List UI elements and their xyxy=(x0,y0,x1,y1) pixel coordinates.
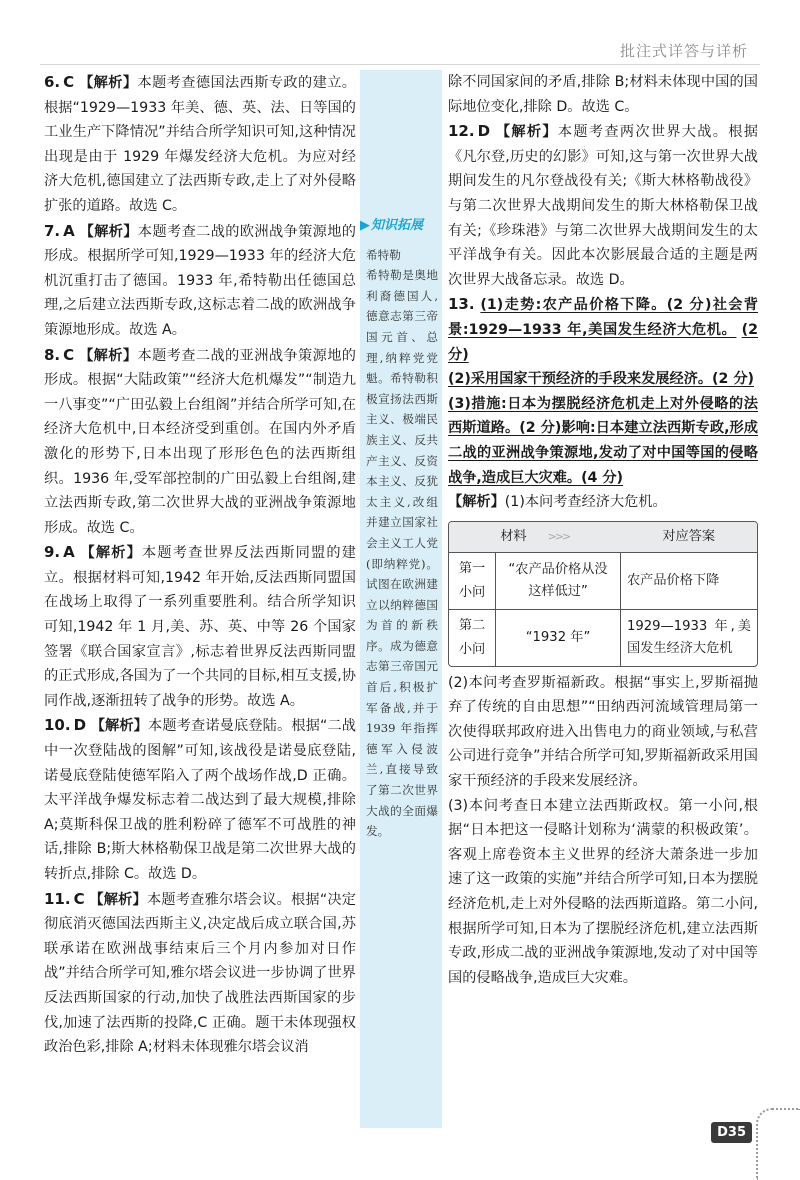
head-material-text: 材料 xyxy=(500,528,527,544)
answer-part-2: (2)采用国家干预经济的手段来发展经济。 xyxy=(448,371,713,388)
answer-item-6 xyxy=(44,70,356,219)
analysis-part-2: (2)本问考查罗斯福新政。根据“事实上,罗斯福抛弃了传统的自由思想”“田纳西河流域管理局第一次使得联邦政府进入出售电力的商业领域,与私营公司进行竞争”并结合所学可知,罗斯福新政采用国家干预经济的手段来发展经济。 xyxy=(448,674,758,790)
table-head-material xyxy=(449,522,621,553)
analysis-tag: 【解析】 xyxy=(90,718,149,735)
answer-item-10 xyxy=(44,713,356,886)
item-number: 12. xyxy=(448,122,475,141)
page-number-badge: D35 xyxy=(711,1122,752,1143)
answer-item-11 xyxy=(44,887,356,1060)
table-row xyxy=(449,609,757,666)
item-answer: D xyxy=(477,122,491,141)
item-answer: C xyxy=(63,345,75,364)
item-number: 7. xyxy=(44,221,61,240)
analysis-part-3: (3)本问考查日本建立法西斯政权。第一小问,根据“日本把这一侵略计划称为‘满蒙的积极政策’。客观上席卷资本主义世界的经济大萧条进一步加速了这一政策的实施”并结合所学可知,日本为摆脱经济危机,走上对外侵略的法西斯道路。第二小问,根据所学可知,日本为了摆脱经济危机,建立法西斯专政,形成二战的亚洲战争策源地,发动了对中国等国的侵略战争,造成巨大灾难。 xyxy=(448,797,758,986)
knowledge-sidebar xyxy=(360,70,442,1128)
corner-decoration xyxy=(756,1108,800,1180)
item-number: 11. xyxy=(44,889,71,908)
item-text: 本题考查世界反法西斯同盟的建立。根据材料可知,1942 年开始,反法西斯同盟国在战场上取得了一系列重要胜利。结合所学知识可知,1942 年 1 月,美、苏、英、中等 26 个国家签署《联合国家宣言》,标志着世界反法西斯同盟的正式形成,各国为了一个共同的目标,相互支援,协同作战,逐渐扭转了战争的形势。故选 A。 xyxy=(44,545,356,709)
header-divider xyxy=(40,64,760,65)
analysis-tag: 【解析】 xyxy=(79,347,138,364)
chevrons-right-icon: >>> xyxy=(547,529,570,543)
table-cell-question: 第二小问 xyxy=(449,609,496,666)
answer-part-3: (3)措施:日本为摆脱经济危机走上对外侵略的法西斯道路。(2 分)影响:日本建立法西斯专政,形成二战的亚洲战争策源地,发动了对中国等国的侵略战争,造成巨大灾难。 xyxy=(448,395,758,486)
answer-part-1: (1)走势:农产品价格下降。(2 分)社会背景:1929—1933 年,美国发生经济大危机。 xyxy=(448,297,758,338)
analysis-tag: 【解析】 xyxy=(448,494,505,511)
right-column xyxy=(448,70,758,990)
item-text: 本题考查德国法西斯专政的建立。根据“1929—1933 年美、德、英、法、日等国的工业生产下降情况”并结合所学知识可知,这种情况出现是由于 1929 年爆发经济大危机。为应对经济大危机,德国建立了法西斯专政,走上了对外侵略扩张的道路。故选 C。 xyxy=(44,75,356,214)
score-part-1: (2 分) xyxy=(448,321,759,363)
item-text: 本题考查二战的欧洲战争策源地的形成。根据所学可知,1929—1933 年的经济大危机沉重打击了德国。1933 年,希特勒出任德国总理,之后建立法西斯专政,这标志着二战的欧洲战争策源地形成。故选 A。 xyxy=(44,223,356,338)
table-cell-question: 第一小问 xyxy=(449,552,496,609)
table-cell-material: “农产品价格从没这样低过” xyxy=(496,552,621,609)
item-number: 9. xyxy=(44,543,61,562)
item-text: 本题考查雅尔塔会议。根据“决定彻底消灭德国法西斯主义,决定战后成立联合国,苏联承诺在欧洲战事结束后三个月内参加对日作战”并结合所学可知,雅尔塔会议进一步协调了世界反法西斯国家的行动,加快了战胜法西斯国家的步伐,加速了法西斯的投降,C 正确。题干未体现强权政治色彩,排除 A;材料未体现雅尔塔会议消 xyxy=(44,891,356,1056)
table-cell-answer: 农产品价格下降 xyxy=(621,552,758,609)
item-answer: A xyxy=(63,543,75,562)
answer-item-7 xyxy=(44,219,356,343)
triangle-pointer-icon: ▶ xyxy=(360,218,370,233)
analysis-tag: 【解析】 xyxy=(80,545,142,562)
answer-item-9 xyxy=(44,540,356,713)
answer-item-12 xyxy=(448,119,758,292)
analysis-tag: 【解析】 xyxy=(79,223,138,240)
score-part-3: (4 分) xyxy=(581,469,624,486)
analysis-tag: 【解析】 xyxy=(89,891,147,908)
item-text: 本题考查两次世界大战。根据《凡尔登,历史的幻影》可知,这与第一次世界大战期间发生的凡尔登战役有关;《斯大林格勒战役》与第二次世界大战期间发生的斯大林格勒保卫战有关;《珍珠港》与第二次世界大战期间发生的太平洋战争有关。因此本次影展最合适的主题是两次世界大战备忘录。故选 D。 xyxy=(448,124,758,288)
analysis-tag: 【解析】 xyxy=(495,124,558,141)
item-text: 本题考查诺曼底登陆。根据“二战中一次登陆战的图解”可知,该战役是诺曼底登陆,诺曼底登陆使德军陷入了两个战场作战,D 正确。太平洋战争爆发标志着二战达到了最大规模,排除 A;莫斯科保卫战的胜利粉碎了德军不可战胜的神话,排除 B;斯大林格勒保卫战是第二次世界大战的转折点,排除 C。故选 D。 xyxy=(44,718,356,882)
item-text: 本题考查二战的亚洲战争策源地的形成。根据“大陆政策”“经济大危机爆发”“制造九一八事变”“广田弘毅上台组阁”并结合所学可知,在经济大危机中,日本经济受到重创。在国内外矛盾激化的形势下,日本出现了形形色色的法西斯组织。1936 年,受军部控制的广田弘毅上台组阁,建立法西斯专政,第二次世界大战的亚洲战争策源地形成。故选 C。 xyxy=(44,347,356,536)
table-row xyxy=(449,552,757,609)
item-number: 8. xyxy=(44,345,61,364)
sidebar-title xyxy=(360,216,438,237)
item-number: 13. xyxy=(448,295,475,314)
score-part-2: (2 分) xyxy=(712,371,754,388)
item-11-continuation: 除不同国家间的矛盾,排除 B;材料未体现中国的国际地位变化,排除 D。故选 C。 xyxy=(448,74,758,115)
item-number: 10. xyxy=(44,716,71,735)
sidebar-name: 希特勒 xyxy=(366,247,401,262)
analysis-intro: (1)本问考查经济大危机。 xyxy=(504,494,667,511)
sidebar-title-text: 知识拓展 xyxy=(371,218,424,233)
header-title: 批注式详答与详析 xyxy=(619,42,748,60)
answer-table xyxy=(448,521,758,667)
answer-item-8 xyxy=(44,343,356,541)
item-answer: C xyxy=(73,889,85,908)
page-header xyxy=(0,0,800,70)
item-answer: C xyxy=(63,73,75,91)
table-head-answer: 对应答案 xyxy=(621,522,758,553)
table-cell-answer: 1929—1933 年,美国发生经济大危机 xyxy=(621,609,758,666)
table-cell-material: “1932 年” xyxy=(496,609,621,666)
analysis-tag: 【解析】 xyxy=(79,75,138,91)
item-answer: A xyxy=(63,221,75,240)
sidebar-body: 希特勒是奥地利裔德国人,德意志第三帝国元首、总理,纳粹党党魁。希特勒积极宣扬法西斯主义、极端民族主义、反共产主义、反资本主义、反犹太主义,改组并建立国家社会主义工人党(即纳粹党)。试图在欧洲建立以纳粹德国为首的新秩序。成为德意志第三帝国元首后,积极扩军备战,并于1939 年指挥德军入侵波兰,直接导致了第二次世界大战的全面爆发。 xyxy=(366,268,438,839)
answer-item-13 xyxy=(448,292,758,990)
left-column xyxy=(44,70,356,1060)
item-number: 6. xyxy=(44,73,61,91)
item-answer: D xyxy=(73,716,87,735)
